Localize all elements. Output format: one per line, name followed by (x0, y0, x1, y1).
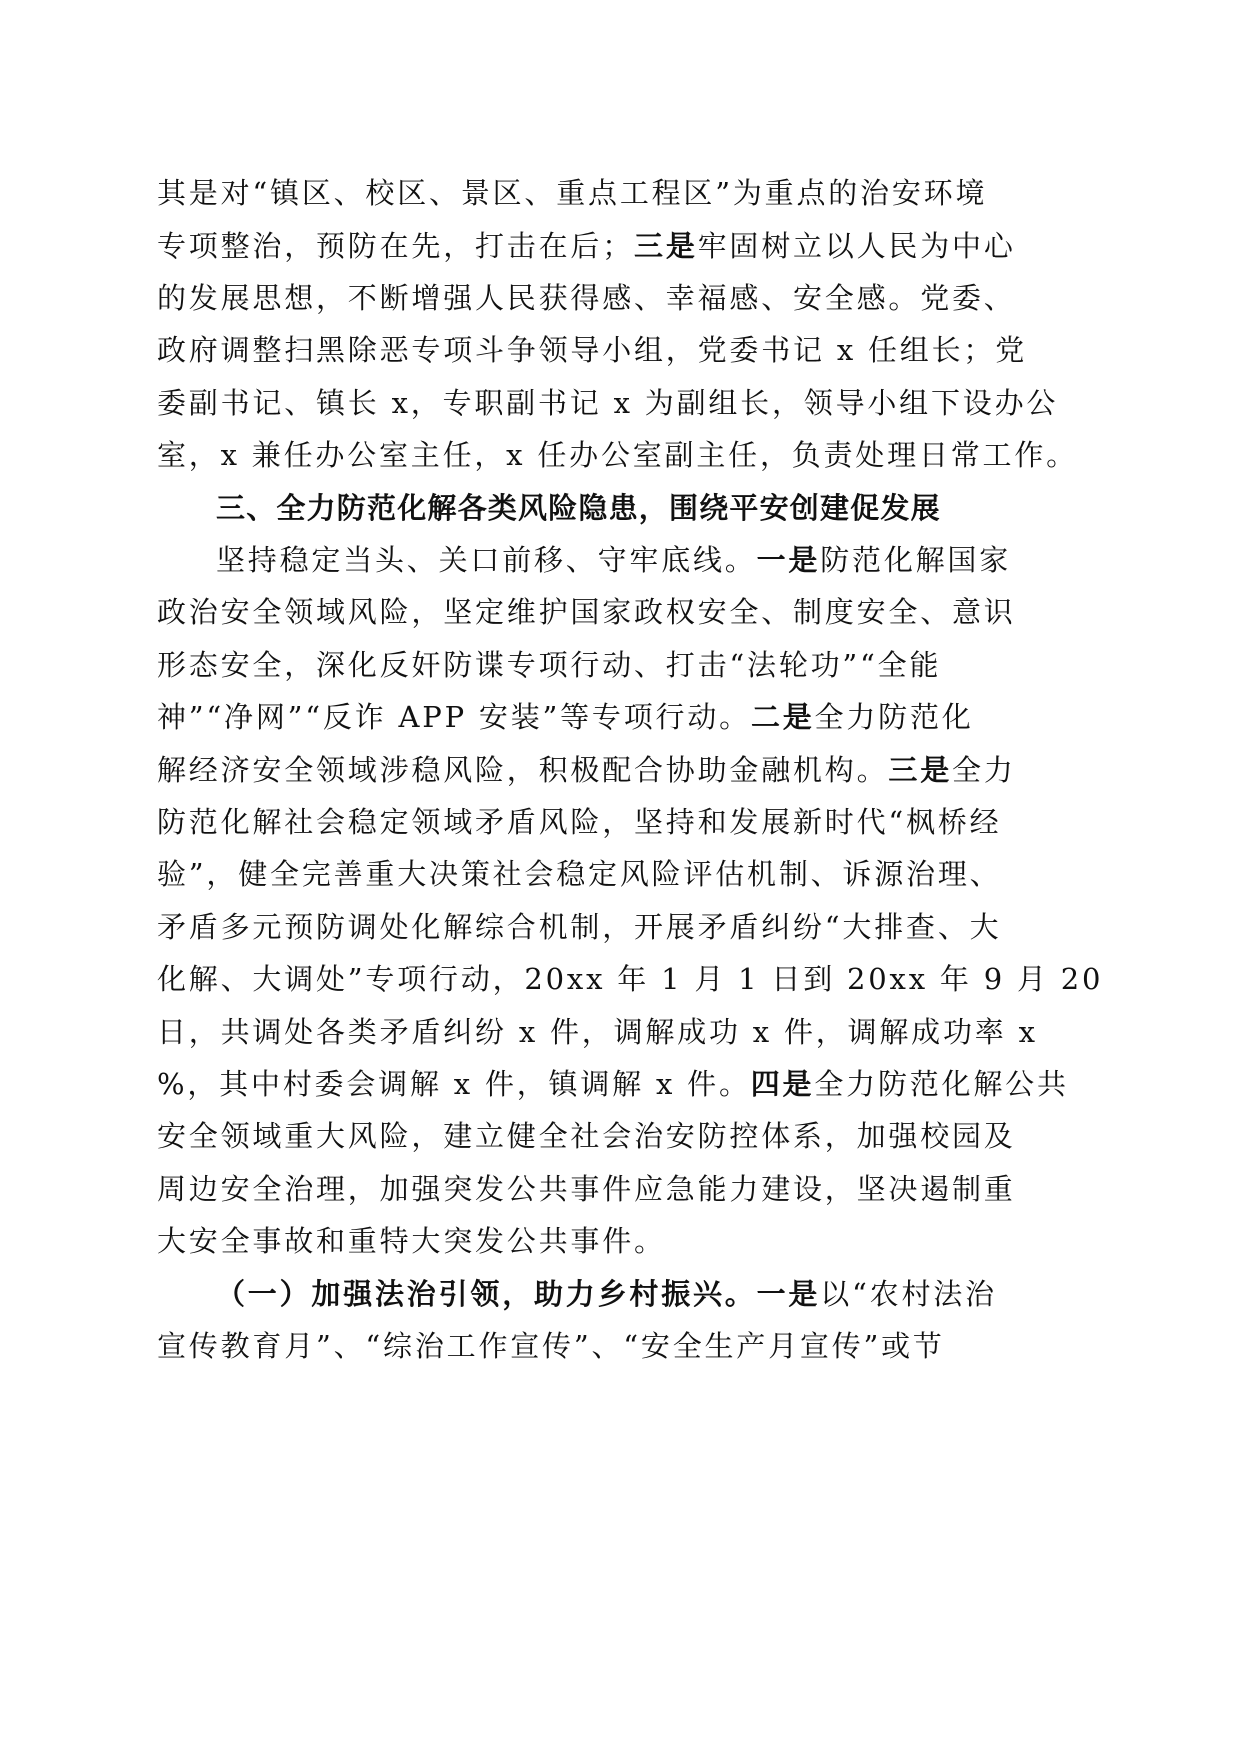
line-text: 验”，健全完善重大决策社会稳定风险评估机制、诉源治理、 (157, 857, 1002, 891)
line-text: 大安全事故和重特大突发公共事件。 (157, 1224, 666, 1258)
paragraph-line (157, 425, 1078, 485)
paragraph-line (157, 1054, 1069, 1114)
line-text: 以“农村法治 (820, 1277, 997, 1311)
paragraph-line (157, 1106, 1016, 1166)
paragraph-line (157, 582, 1016, 642)
emphasis-text: 一是 (756, 1277, 821, 1311)
emphasis-text: 三是 (888, 753, 953, 787)
line-text: 牢固树立以人民为中心 (697, 229, 1016, 263)
paragraph-line (157, 792, 1001, 852)
line-text: 全力防范化解公共 (814, 1067, 1069, 1101)
paragraph-line (157, 1159, 1016, 1219)
emphasis-text: 二是 (750, 700, 815, 734)
line-text: 的发展思想，不断增强人民获得感、幸福感、安全感。党委、 (157, 281, 1016, 315)
line-text: 专项整治，预防在先，打击在后； (157, 229, 635, 263)
emphasis-text: 一是 (756, 543, 821, 577)
line-text: 坚持稳定当头、关口前移、守牢底线。 (216, 543, 757, 577)
line-text: 防范化解国家 (820, 543, 1012, 577)
subsection-heading: （一）加强法治引领，助力乡村振兴。 (216, 1277, 757, 1311)
paragraph-line (157, 1316, 945, 1376)
line-text: 矛盾多元预防调处化解综合机制，开展矛盾纠纷“大排查、大 (157, 910, 1002, 944)
line-text: 宣传教育月”、“综治工作宣传”、“安全生产月宣传”或节 (157, 1329, 945, 1363)
line-text: 其是对“镇区、校区、景区、重点工程区”为重点的治安环境 (157, 176, 988, 210)
paragraph-line (157, 163, 987, 223)
emphasis-text: 三是 (634, 229, 698, 263)
paragraph-line (216, 530, 1011, 590)
paragraph-line (157, 1002, 1038, 1062)
line-text: 室，x 兼任办公室主任，x 任办公室副主任，负责处理日常工作。 (157, 438, 1078, 472)
line-text: 政府调整扫黑除恶专项斗争领导小组，党委书记 x 任组长；党 (157, 333, 1027, 367)
line-text: 日，共调处各类矛盾纠纷 x 件，调解成功 x 件，调解成功率 x (157, 1015, 1038, 1049)
line-text: 委副书记、镇长 x，专职副书记 x 为副组长，领导小组下设办公 (157, 386, 1059, 420)
paragraph-line (157, 268, 1016, 328)
line-text: 化解、大调处”专项行动，20xx 年 1 月 1 日到 20xx 年 9 月 20 (157, 962, 1104, 996)
line-text: 神”“净网”“反诈 APP 安装”等专项行动。 (157, 700, 751, 734)
line-text: %，其中村委会调解 x 件，镇调解 x 件。 (157, 1067, 751, 1101)
line-text: 解经济安全领域涉稳风险，积极配合协助金融机构。 (157, 753, 889, 787)
line-text: 全力 (952, 753, 1016, 787)
paragraph-line (157, 949, 1103, 1009)
paragraph-line (157, 687, 974, 747)
paragraph-line (157, 740, 1016, 800)
subsection-line (216, 1264, 997, 1324)
line-text: 全力防范化 (814, 700, 974, 734)
paragraph-line (157, 320, 1027, 380)
line-text: 政治安全领域风险，坚定维护国家政权安全、制度安全、意识 (157, 595, 1016, 629)
paragraph-line (157, 1211, 666, 1271)
paragraph-line (157, 216, 1016, 276)
section-heading: 三、全力防范化解各类风险隐患，围绕平安创建促发展 (216, 491, 941, 525)
line-text: 防范化解社会稳定领域矛盾风险，坚持和发展新时代“枫桥经 (157, 805, 1002, 839)
line-text: 形态安全，深化反奸防谍专项行动、打击“法轮功”“全能 (157, 648, 942, 682)
paragraph-line (157, 373, 1058, 433)
line-text: 周边安全治理，加强突发公共事件应急能力建设，坚决遏制重 (157, 1172, 1016, 1206)
line-text: 安全领域重大风险，建立健全社会治安防控体系，加强校园及 (157, 1119, 1016, 1153)
paragraph-line (157, 635, 941, 695)
emphasis-text: 四是 (750, 1067, 815, 1101)
paragraph-line (157, 844, 1001, 904)
paragraph-line (157, 897, 1001, 957)
